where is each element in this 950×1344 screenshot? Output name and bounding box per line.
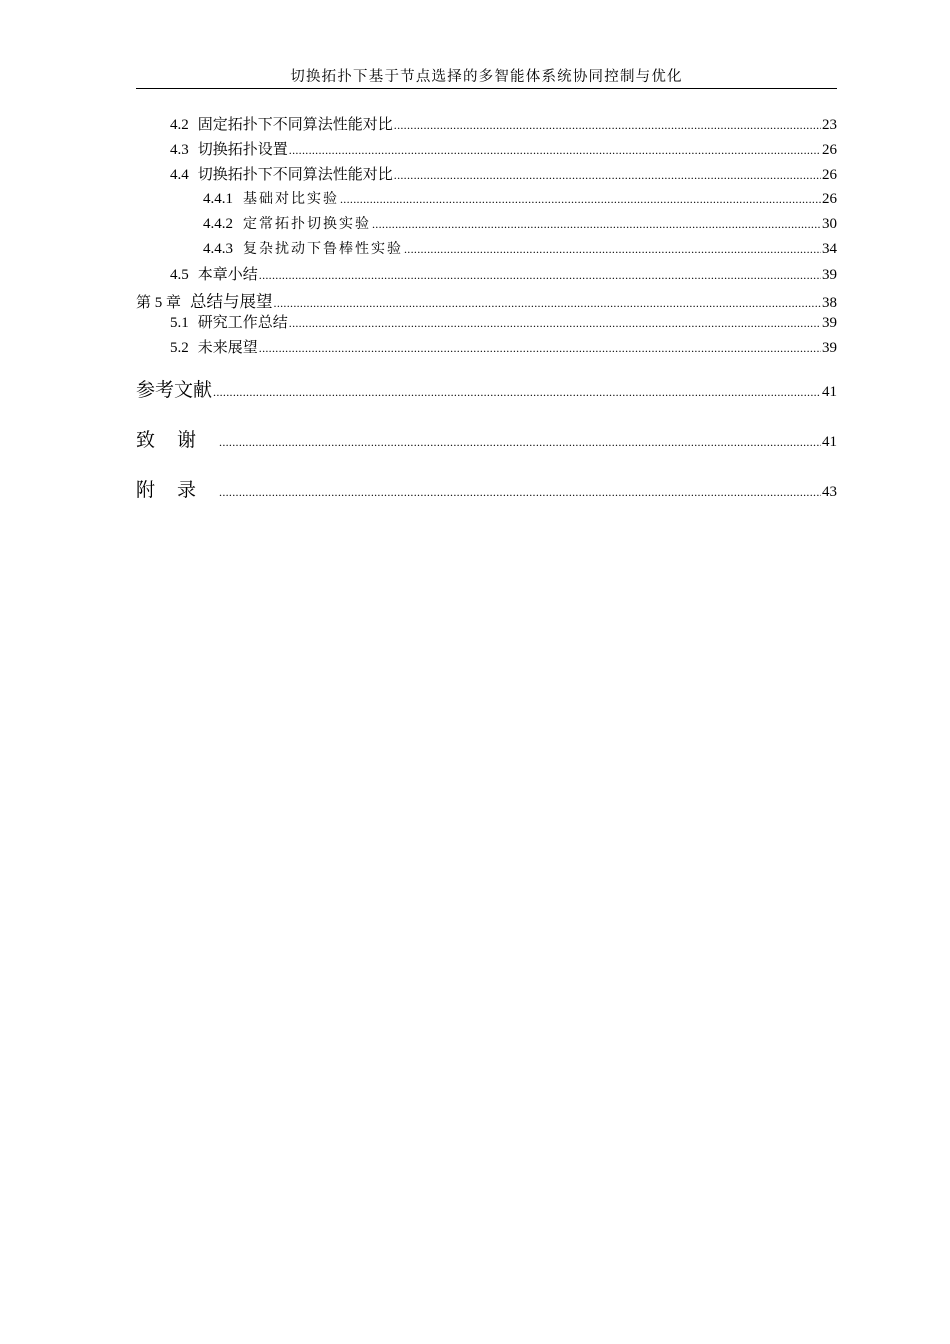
toc-entry-title: 定常拓扑切换实验 bbox=[243, 217, 371, 232]
toc-entry-page: 41 bbox=[822, 434, 837, 450]
toc-entry-4-4-2[interactable] bbox=[136, 213, 837, 238]
toc-entry-title: 未来展望 bbox=[197, 340, 258, 356]
toc-entry-4-4-3[interactable] bbox=[136, 238, 837, 263]
toc-entry-4-2[interactable] bbox=[136, 113, 837, 138]
toc-entry-number: 5.1 bbox=[170, 315, 189, 331]
toc-entry-number: 4.4.2 bbox=[203, 216, 233, 232]
dot-leader bbox=[219, 485, 821, 500]
toc-entry-page: 26 bbox=[822, 167, 837, 183]
table-of-contents bbox=[136, 113, 837, 525]
toc-entry-chapter-5[interactable] bbox=[136, 288, 837, 311]
toc-entry-title: 切换拓扑下不同算法性能对比 bbox=[197, 167, 393, 183]
toc-entry-page: 39 bbox=[822, 267, 837, 283]
dot-leader bbox=[394, 118, 821, 133]
toc-entry-title: 本章小结 bbox=[197, 267, 258, 283]
toc-entry-4-4-1[interactable] bbox=[136, 188, 837, 213]
toc-entry-number: 4.5 bbox=[170, 267, 189, 283]
dot-leader bbox=[394, 168, 821, 183]
toc-section-title: 参考文献 bbox=[136, 379, 213, 401]
toc-entry-title: 基础对比实验 bbox=[243, 192, 339, 207]
toc-entry-page: 39 bbox=[822, 340, 837, 356]
toc-entry-page: 38 bbox=[822, 295, 837, 311]
dot-leader bbox=[259, 341, 821, 356]
toc-chapter-number: 第 5 章 bbox=[136, 295, 182, 311]
toc-entry-page: 30 bbox=[822, 216, 837, 232]
toc-entry-4-5[interactable] bbox=[136, 263, 837, 288]
dot-leader bbox=[219, 435, 821, 450]
toc-entry-page: 26 bbox=[822, 142, 837, 158]
dot-leader bbox=[289, 143, 821, 158]
toc-entry-page: 23 bbox=[822, 117, 837, 133]
running-header: 切换拓扑下基于节点选择的多智能体系统协同控制与优化 bbox=[290, 69, 683, 85]
toc-entry-page: 26 bbox=[822, 191, 837, 207]
toc-entry-title: 研究工作总结 bbox=[197, 315, 288, 331]
toc-entry-4-4[interactable] bbox=[136, 163, 837, 188]
toc-entry-page: 39 bbox=[822, 315, 837, 331]
toc-entry-number: 4.4 bbox=[170, 167, 189, 183]
dot-leader bbox=[404, 242, 821, 257]
toc-entry-4-3[interactable] bbox=[136, 138, 837, 163]
toc-entry-appendix[interactable] bbox=[136, 475, 837, 525]
toc-entry-number: 4.4.1 bbox=[203, 191, 233, 207]
header-rule bbox=[136, 88, 837, 89]
dot-leader bbox=[274, 296, 821, 311]
toc-entry-title: 切换拓扑设置 bbox=[197, 142, 288, 158]
toc-entry-acknowledgements[interactable] bbox=[136, 425, 837, 475]
dot-leader bbox=[340, 192, 821, 207]
dot-leader bbox=[372, 217, 821, 232]
toc-entry-5-2[interactable] bbox=[136, 336, 837, 361]
toc-entry-title: 固定拓扑下不同算法性能对比 bbox=[197, 117, 393, 133]
toc-entry-title: 复杂扰动下鲁棒性实验 bbox=[243, 242, 403, 257]
toc-section-title: 致谢 bbox=[136, 429, 219, 451]
toc-entry-number: 4.4.3 bbox=[203, 241, 233, 257]
toc-entry-references[interactable] bbox=[136, 375, 837, 411]
dot-leader bbox=[213, 385, 821, 400]
toc-entry-page: 41 bbox=[822, 384, 837, 400]
toc-entry-number: 5.2 bbox=[170, 340, 189, 356]
toc-entry-number: 4.3 bbox=[170, 142, 189, 158]
dot-leader bbox=[289, 316, 821, 331]
toc-entry-page: 43 bbox=[822, 484, 837, 500]
dot-leader bbox=[259, 268, 821, 283]
toc-chapter-title: 总结与展望 bbox=[190, 292, 273, 311]
toc-entry-number: 4.2 bbox=[170, 117, 189, 133]
toc-section-title: 附录 bbox=[136, 479, 219, 501]
toc-entry-5-1[interactable] bbox=[136, 311, 837, 336]
toc-entry-page: 34 bbox=[822, 241, 837, 257]
